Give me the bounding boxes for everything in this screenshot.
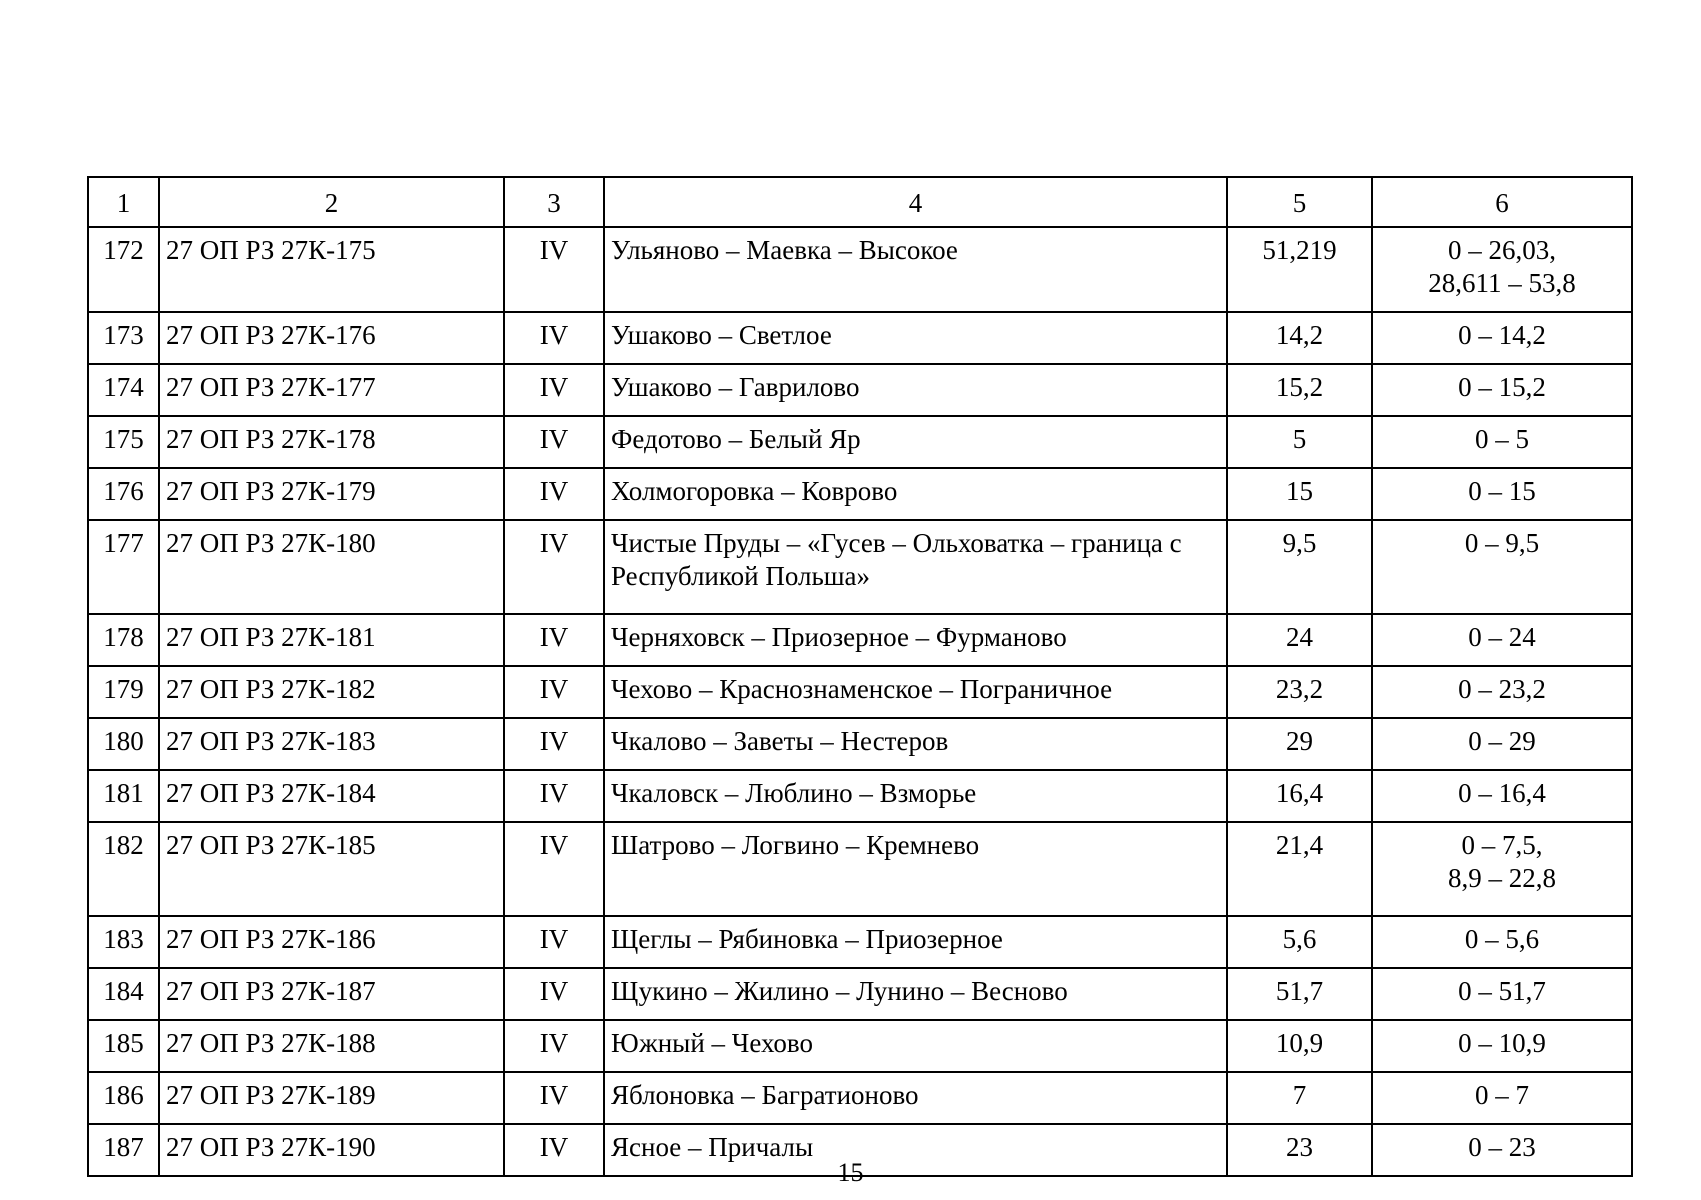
road-length: 9,5 — [1227, 520, 1372, 614]
road-category: IV — [504, 1124, 604, 1176]
table-row — [88, 666, 1632, 718]
table-row — [88, 770, 1632, 822]
road-name: Чкалово – Заветы – Нестеров — [604, 718, 1227, 770]
row-number: 179 — [88, 666, 159, 718]
road-sections: 0 – 10,9 — [1372, 1020, 1632, 1072]
row-number: 183 — [88, 916, 159, 968]
road-sections: 0 – 29 — [1372, 718, 1632, 770]
road-sections: 0 – 16,4 — [1372, 770, 1632, 822]
row-number: 187 — [88, 1124, 159, 1176]
road-length: 7 — [1227, 1072, 1372, 1124]
row-number: 173 — [88, 312, 159, 364]
row-number: 186 — [88, 1072, 159, 1124]
row-number: 176 — [88, 468, 159, 520]
road-sections: 0 – 9,5 — [1372, 520, 1632, 614]
road-name: Южный – Чехово — [604, 1020, 1227, 1072]
road-category: IV — [504, 916, 604, 968]
road-length: 5,6 — [1227, 916, 1372, 968]
road-name: Чехово – Краснознаменское – Пограничное — [604, 666, 1227, 718]
road-length: 23 — [1227, 1124, 1372, 1176]
table-body — [88, 227, 1632, 1176]
row-number: 184 — [88, 968, 159, 1020]
road-sections: 0 – 23,2 — [1372, 666, 1632, 718]
road-code: 27 ОП РЗ 27К-190 — [159, 1124, 504, 1176]
road-name: Ульяново – Маевка – Высокое — [604, 227, 1227, 312]
table-row — [88, 614, 1632, 666]
road-name: Чистые Пруды – «Гусев – Ольховатка – граница с Республикой Польша» — [604, 520, 1227, 614]
road-category: IV — [504, 1020, 604, 1072]
table-row — [88, 968, 1632, 1020]
road-length: 23,2 — [1227, 666, 1372, 718]
road-code: 27 ОП РЗ 27К-188 — [159, 1020, 504, 1072]
row-number: 185 — [88, 1020, 159, 1072]
road-name: Ушаково – Светлое — [604, 312, 1227, 364]
road-sections: 0 – 51,7 — [1372, 968, 1632, 1020]
table-row — [88, 1072, 1632, 1124]
road-length: 10,9 — [1227, 1020, 1372, 1072]
table-row — [88, 227, 1632, 312]
column-header-3: 3 — [504, 177, 604, 227]
road-code: 27 ОП РЗ 27К-186 — [159, 916, 504, 968]
road-length: 51,7 — [1227, 968, 1372, 1020]
road-length: 21,4 — [1227, 822, 1372, 916]
road-sections: 0 – 7,5, 8,9 – 22,8 — [1372, 822, 1632, 916]
road-code: 27 ОП РЗ 27К-184 — [159, 770, 504, 822]
road-sections: 0 – 5,6 — [1372, 916, 1632, 968]
road-category: IV — [504, 1072, 604, 1124]
road-category: IV — [504, 364, 604, 416]
road-code: 27 ОП РЗ 27К-181 — [159, 614, 504, 666]
road-category: IV — [504, 770, 604, 822]
column-header-2: 2 — [159, 177, 504, 227]
row-number: 175 — [88, 416, 159, 468]
road-category: IV — [504, 614, 604, 666]
road-code: 27 ОП РЗ 27К-183 — [159, 718, 504, 770]
row-number: 182 — [88, 822, 159, 916]
road-sections: 0 – 5 — [1372, 416, 1632, 468]
column-header-4: 4 — [604, 177, 1227, 227]
road-name: Яблоновка – Багратионово — [604, 1072, 1227, 1124]
road-code: 27 ОП РЗ 27К-175 — [159, 227, 504, 312]
road-category: IV — [504, 416, 604, 468]
road-length: 29 — [1227, 718, 1372, 770]
table-row — [88, 468, 1632, 520]
road-code: 27 ОП РЗ 27К-189 — [159, 1072, 504, 1124]
row-number: 174 — [88, 364, 159, 416]
road-name: Щеглы – Рябиновка – Приозерное — [604, 916, 1227, 968]
road-code: 27 ОП РЗ 27К-187 — [159, 968, 504, 1020]
column-header-1: 1 — [88, 177, 159, 227]
road-length: 14,2 — [1227, 312, 1372, 364]
column-header-6: 6 — [1372, 177, 1632, 227]
row-number: 181 — [88, 770, 159, 822]
road-name: Ясное – Причалы — [604, 1124, 1227, 1176]
road-category: IV — [504, 227, 604, 312]
road-code: 27 ОП РЗ 27К-177 — [159, 364, 504, 416]
road-sections: 0 – 14,2 — [1372, 312, 1632, 364]
road-name: Холмогоровка – Коврово — [604, 468, 1227, 520]
table-row — [88, 718, 1632, 770]
road-category: IV — [504, 520, 604, 614]
table-row — [88, 916, 1632, 968]
road-length: 15,2 — [1227, 364, 1372, 416]
roads-table — [87, 176, 1633, 1177]
page-number: 15 — [837, 1158, 864, 1187]
road-sections: 0 – 26,03, 28,611 – 53,8 — [1372, 227, 1632, 312]
road-length: 51,219 — [1227, 227, 1372, 312]
road-name: Федотово – Белый Яр — [604, 416, 1227, 468]
road-sections: 0 – 7 — [1372, 1072, 1632, 1124]
road-name: Шатрово – Логвино – Кремнево — [604, 822, 1227, 916]
road-name: Щукино – Жилино – Лунино – Весново — [604, 968, 1227, 1020]
road-code: 27 ОП РЗ 27К-178 — [159, 416, 504, 468]
table-header-row — [88, 177, 1632, 227]
road-name: Ушаково – Гаврилово — [604, 364, 1227, 416]
table-row — [88, 520, 1632, 614]
road-sections: 0 – 15 — [1372, 468, 1632, 520]
table-row — [88, 416, 1632, 468]
road-category: IV — [504, 312, 604, 364]
table-row — [88, 364, 1632, 416]
road-length: 16,4 — [1227, 770, 1372, 822]
road-code: 27 ОП РЗ 27К-179 — [159, 468, 504, 520]
road-length: 5 — [1227, 416, 1372, 468]
table-row — [88, 822, 1632, 916]
road-code: 27 ОП РЗ 27К-182 — [159, 666, 504, 718]
road-length: 15 — [1227, 468, 1372, 520]
road-sections: 0 – 15,2 — [1372, 364, 1632, 416]
row-number: 172 — [88, 227, 159, 312]
road-name: Чкаловск – Люблино – Взморье — [604, 770, 1227, 822]
road-sections: 0 – 24 — [1372, 614, 1632, 666]
road-sections: 0 – 23 — [1372, 1124, 1632, 1176]
road-category: IV — [504, 468, 604, 520]
road-length: 24 — [1227, 614, 1372, 666]
road-category: IV — [504, 968, 604, 1020]
column-header-5: 5 — [1227, 177, 1372, 227]
road-category: IV — [504, 718, 604, 770]
road-category: IV — [504, 666, 604, 718]
row-number: 180 — [88, 718, 159, 770]
road-category: IV — [504, 822, 604, 916]
row-number: 177 — [88, 520, 159, 614]
row-number: 178 — [88, 614, 159, 666]
road-code: 27 ОП РЗ 27К-185 — [159, 822, 504, 916]
road-code: 27 ОП РЗ 27К-180 — [159, 520, 504, 614]
table-row — [88, 312, 1632, 364]
road-code: 27 ОП РЗ 27К-176 — [159, 312, 504, 364]
road-name: Черняховск – Приозерное – Фурманово — [604, 614, 1227, 666]
table-row — [88, 1020, 1632, 1072]
